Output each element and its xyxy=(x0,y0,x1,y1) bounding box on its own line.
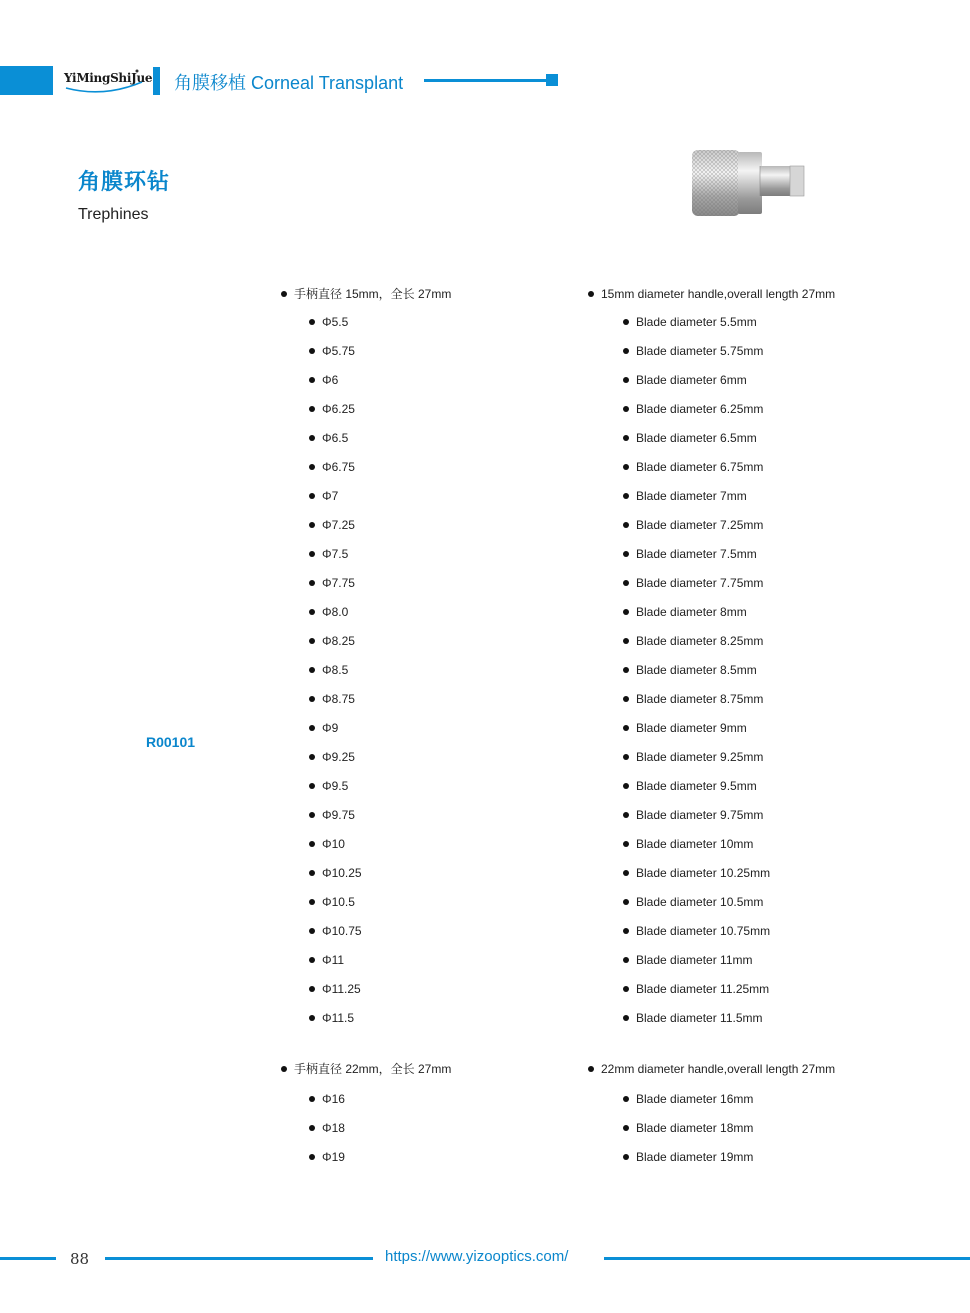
spec-item-cn: Φ11.5 xyxy=(322,1011,355,1025)
bullet-dot xyxy=(623,841,629,847)
bullet-dot xyxy=(623,725,629,731)
bullet-dot xyxy=(309,464,315,470)
logo-text: YiMingShiJue xyxy=(64,71,153,85)
header-divider-bar xyxy=(153,67,160,95)
product-title-cn: 角膜环钻 xyxy=(78,169,171,194)
spec-item-en: Blade diameter 8.5mm xyxy=(636,663,757,677)
bullet-dot xyxy=(623,812,629,818)
bullet-dot xyxy=(623,928,629,934)
spec-item-en: Blade diameter 8.25mm xyxy=(636,634,764,648)
bullet-dot xyxy=(309,551,315,557)
spec-item-en: Blade diameter 11.5mm xyxy=(636,1011,763,1025)
spec-item-cn: Φ5.5 xyxy=(322,315,349,329)
footer-rule-middle xyxy=(105,1257,373,1260)
bullet-dot xyxy=(623,783,629,789)
spec-group-heading-cn: 手柄直径 15mm，全长 27mm xyxy=(294,287,452,301)
bullet-dot xyxy=(281,291,287,297)
spec-item-en: Blade diameter 19mm xyxy=(636,1150,754,1164)
bullet-dot xyxy=(309,928,315,934)
bullet-dot xyxy=(623,609,629,615)
bullet-dot xyxy=(309,580,315,586)
spec-item-cn: Φ11.25 xyxy=(322,982,361,996)
company-logo xyxy=(64,68,153,94)
bullet-dot xyxy=(623,1154,629,1160)
spec-item-cn: Φ8.0 xyxy=(322,605,349,619)
spec-item-en: Blade diameter 9.5mm xyxy=(636,779,757,793)
spec-item-en: Blade diameter 9mm xyxy=(636,721,747,735)
bullet-dot xyxy=(309,493,315,499)
spec-item-cn: Φ5.75 xyxy=(322,344,355,358)
bullet-dot xyxy=(309,1125,315,1131)
spec-item-en: Blade diameter 10.25mm xyxy=(636,866,771,880)
bullet-dot xyxy=(623,580,629,586)
spec-item-cn: Φ6.5 xyxy=(322,431,349,445)
bullet-dot xyxy=(309,754,315,760)
bullet-dot xyxy=(309,522,315,528)
spec-item-cn: Φ9.5 xyxy=(322,779,349,793)
bullet-dot xyxy=(623,1096,629,1102)
bullet-dot xyxy=(309,1015,315,1021)
spec-group-heading-en: 15mm diameter handle,overall length 27mm xyxy=(601,287,836,301)
bullet-dot xyxy=(623,1125,629,1131)
spec-item-cn: Φ16 xyxy=(322,1092,345,1106)
spec-item-en: Blade diameter 11mm xyxy=(636,953,753,967)
spec-item-cn: Φ7.5 xyxy=(322,547,349,561)
bullet-dot xyxy=(623,348,629,354)
spec-item-en: Blade diameter 6.5mm xyxy=(636,431,757,445)
spec-item-en: Blade diameter 11.25mm xyxy=(636,982,770,996)
spec-item-cn: Φ10.5 xyxy=(322,895,355,909)
bullet-dot xyxy=(309,377,315,383)
header-rule-end-square xyxy=(546,74,558,86)
product-title-en: Trephines xyxy=(78,206,149,223)
bullet-dot xyxy=(309,667,315,673)
spec-item-en: Blade diameter 6mm xyxy=(636,373,747,387)
bullet-dot xyxy=(623,551,629,557)
spec-item-cn: Φ10 xyxy=(322,837,345,851)
bullet-dot xyxy=(309,609,315,615)
bullet-dot xyxy=(309,812,315,818)
bullet-dot xyxy=(623,464,629,470)
spec-item-cn: Φ9 xyxy=(322,721,339,735)
footer-rule-left xyxy=(0,1257,56,1260)
spec-item-cn: Φ11 xyxy=(322,953,345,967)
spec-item-cn: Φ6.25 xyxy=(322,402,355,416)
bullet-dot xyxy=(623,667,629,673)
spec-item-en: Blade diameter 10.5mm xyxy=(636,895,764,909)
trephine-product-image xyxy=(690,148,808,225)
spec-item-cn: Φ8.25 xyxy=(322,634,355,648)
spec-item-en: Blade diameter 16mm xyxy=(636,1092,754,1106)
spec-item-cn: Φ8.75 xyxy=(322,692,355,706)
spec-item-cn: Φ18 xyxy=(322,1121,345,1135)
spec-item-en: Blade diameter 8.75mm xyxy=(636,692,764,706)
spec-item-cn: Φ9.75 xyxy=(322,808,355,822)
spec-item-cn: Φ7 xyxy=(322,489,339,503)
bullet-dot xyxy=(309,870,315,876)
spec-item-en: Blade diameter 9.75mm xyxy=(636,808,764,822)
spec-item-en: Blade diameter 7.25mm xyxy=(636,518,764,532)
bullet-dot xyxy=(623,435,629,441)
bullet-dot xyxy=(623,638,629,644)
bullet-dot xyxy=(309,348,315,354)
bullet-dot xyxy=(623,754,629,760)
spec-group-heading-en: 22mm diameter handle,overall length 27mm xyxy=(601,1062,836,1076)
spec-item-cn: Φ7.75 xyxy=(322,576,355,590)
spec-item-en: Blade diameter 7mm xyxy=(636,489,747,503)
spec-item-en: Blade diameter 7.5mm xyxy=(636,547,757,561)
bullet-dot xyxy=(623,406,629,412)
bullet-dot xyxy=(309,1096,315,1102)
bullet-dot xyxy=(309,435,315,441)
spec-item-cn: Φ10.75 xyxy=(322,924,362,938)
bullet-dot xyxy=(623,870,629,876)
spec-item-en: Blade diameter 18mm xyxy=(636,1121,754,1135)
bullet-dot xyxy=(309,696,315,702)
bullet-dot xyxy=(309,1154,315,1160)
product-code: R00101 xyxy=(146,734,196,750)
bullet-dot xyxy=(309,957,315,963)
bullet-dot xyxy=(309,638,315,644)
bullet-dot xyxy=(588,1066,594,1072)
footer-url-link[interactable]: https://www.yizooptics.com/ xyxy=(385,1248,569,1265)
spec-item-cn: Φ10.25 xyxy=(322,866,362,880)
bullet-dot xyxy=(281,1066,287,1072)
spec-item-cn: Φ8.5 xyxy=(322,663,349,677)
header-rule xyxy=(424,79,548,82)
spec-item-en: Blade diameter 9.25mm xyxy=(636,750,764,764)
spec-item-cn: Φ7.25 xyxy=(322,518,355,532)
bullet-dot xyxy=(309,899,315,905)
bullet-dot xyxy=(623,957,629,963)
page-number: 88 xyxy=(70,1250,90,1268)
spec-item-en: Blade diameter 8mm xyxy=(636,605,747,619)
bullet-dot xyxy=(623,493,629,499)
bullet-dot xyxy=(309,841,315,847)
bullet-dot xyxy=(623,696,629,702)
spec-item-en: Blade diameter 10.75mm xyxy=(636,924,771,938)
bullet-dot xyxy=(309,986,315,992)
spec-item-en: Blade diameter 6.25mm xyxy=(636,402,764,416)
bullet-dot xyxy=(623,986,629,992)
spec-item-cn: Φ19 xyxy=(322,1150,345,1164)
bullet-dot xyxy=(623,377,629,383)
bullet-dot xyxy=(309,725,315,731)
spec-item-en: Blade diameter 5.5mm xyxy=(636,315,757,329)
bullet-dot xyxy=(309,319,315,325)
bullet-dot xyxy=(623,1015,629,1021)
bullet-dot xyxy=(623,522,629,528)
spec-item-cn: Φ6 xyxy=(322,373,339,387)
spec-item-en: Blade diameter 7.75mm xyxy=(636,576,764,590)
bullet-dot xyxy=(309,783,315,789)
bullet-dot xyxy=(309,406,315,412)
bullet-dot xyxy=(588,291,594,297)
bullet-dot xyxy=(623,899,629,905)
spec-item-en: Blade diameter 6.75mm xyxy=(636,460,764,474)
spec-item-en: Blade diameter 5.75mm xyxy=(636,344,764,358)
section-title: 角膜移植 Corneal Transplant xyxy=(174,73,404,93)
spec-item-cn: Φ9.25 xyxy=(322,750,355,764)
spec-item-en: Blade diameter 10mm xyxy=(636,837,754,851)
spec-group-heading-cn: 手柄直径 22mm，全长 27mm xyxy=(294,1062,452,1076)
spec-item-cn: Φ6.75 xyxy=(322,460,355,474)
header-accent-block xyxy=(0,66,53,95)
bullet-dot xyxy=(623,319,629,325)
footer-rule-right xyxy=(604,1257,970,1260)
